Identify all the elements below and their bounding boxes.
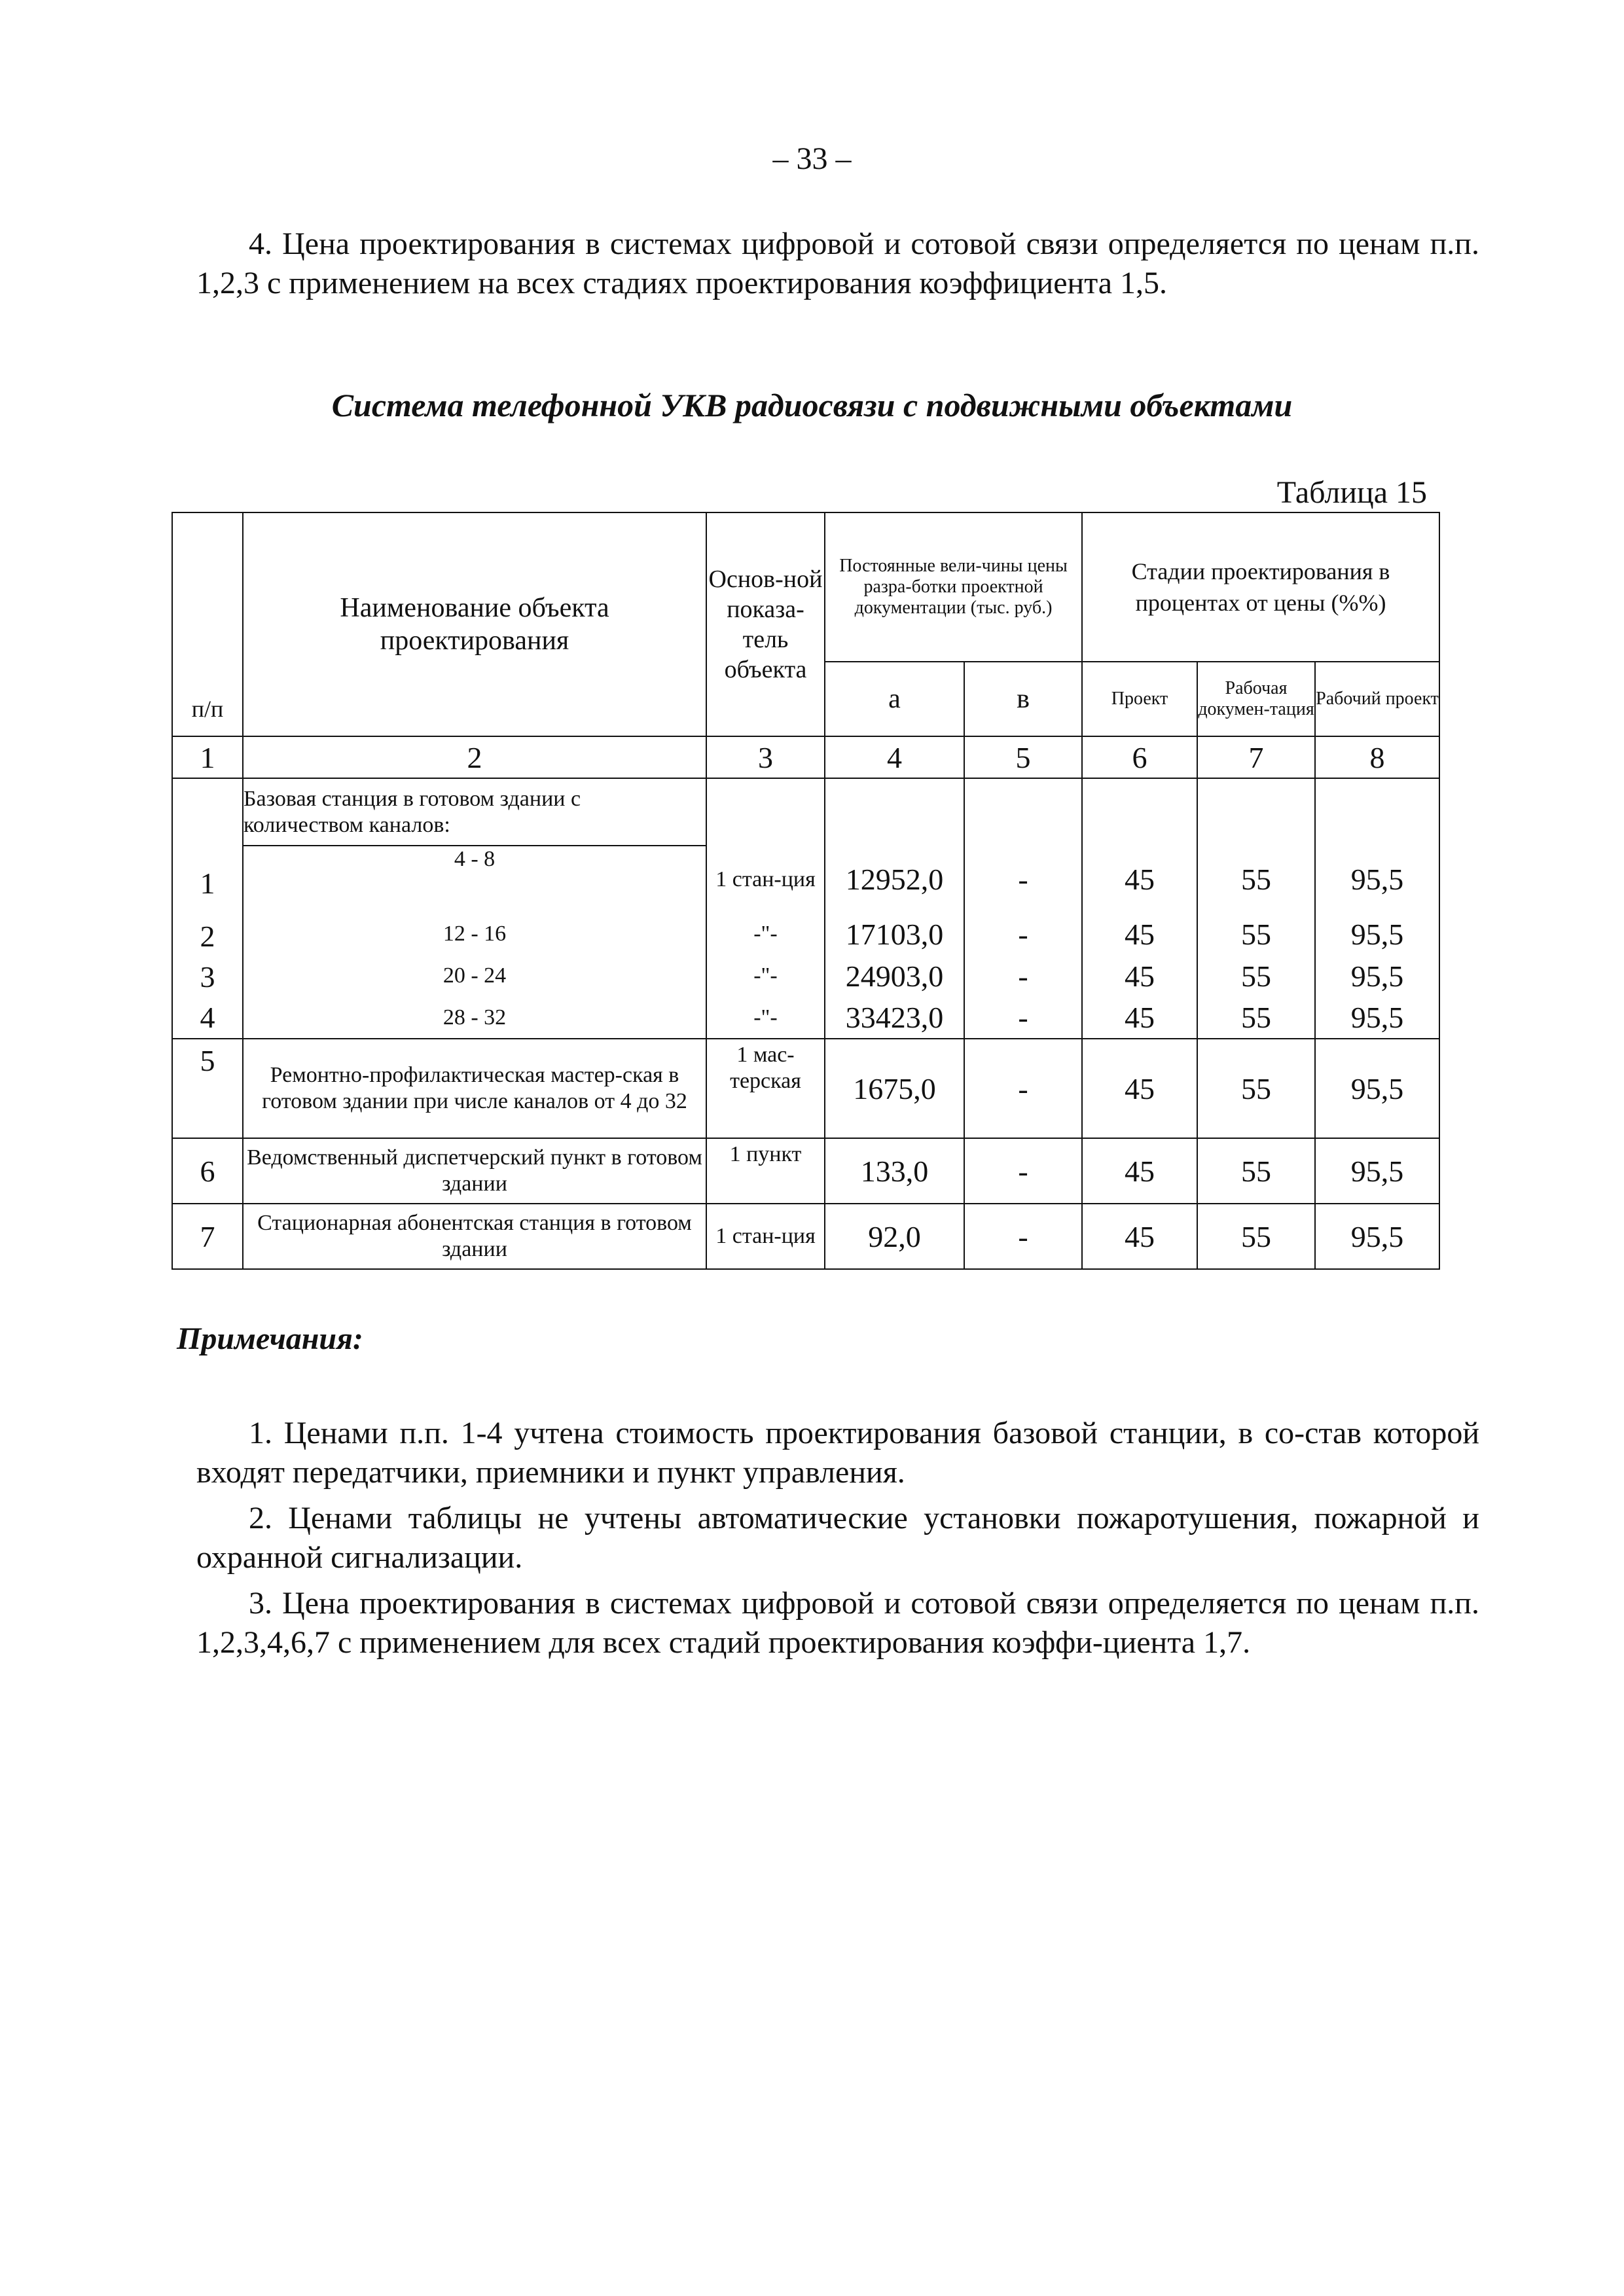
- header-stage-project: Проект: [1082, 662, 1197, 736]
- header-a: а: [825, 662, 964, 736]
- row-stage-work-doc: 55: [1197, 955, 1315, 997]
- row-indicator: -"-: [706, 913, 825, 955]
- row-stage-work-project: 95,5: [1315, 913, 1439, 955]
- table-row: [172, 1204, 1439, 1269]
- row-value-a: 17103,0: [825, 913, 964, 955]
- row-number: 4: [200, 1001, 215, 1034]
- row-stage-work-doc: 55: [1197, 846, 1315, 913]
- row-stage-work-project: 95,5: [1315, 997, 1439, 1039]
- row-stage-work-doc: 55: [1197, 1039, 1315, 1138]
- col-number: 2: [243, 736, 706, 778]
- row-indicator: -"-: [706, 955, 825, 997]
- row-value-b: -: [964, 1204, 1082, 1269]
- row-name: 12 - 16: [243, 913, 706, 955]
- col-number: 3: [706, 736, 825, 778]
- row-value-a: 24903,0: [825, 955, 964, 997]
- table-row: [172, 778, 1439, 846]
- row-numbers-group: [172, 778, 243, 1039]
- page-number: – 33 –: [772, 141, 852, 176]
- row-stage-work-project: 95,5: [1315, 955, 1439, 997]
- row-indicator: 1 мас-терская: [706, 1039, 825, 1138]
- row-number: 2: [200, 920, 215, 953]
- row-stage-work-project: 95,5: [1315, 1138, 1439, 1204]
- header-num: п/п: [172, 512, 243, 736]
- row-value-a: 1675,0: [825, 1039, 964, 1138]
- row-stage-work-project: 95,5: [1315, 1039, 1439, 1138]
- row-value-a: 33423,0: [825, 997, 964, 1039]
- col-number: 1: [172, 736, 243, 778]
- group-label: Базовая станция в готовом здании с количеством каналов:: [243, 778, 706, 846]
- row-stage-work-project: 95,5: [1315, 846, 1439, 913]
- header-row-1: [172, 512, 1439, 662]
- table-row: [172, 846, 1439, 913]
- row-indicator: -"-: [706, 997, 825, 1039]
- header-stages: Стадии проектирования в процентах от цены (%%): [1082, 512, 1439, 662]
- row-number: 1: [200, 867, 215, 900]
- row-stage-project: 45: [1082, 913, 1197, 955]
- row-name: 4 - 8: [243, 846, 706, 913]
- row-value-b: -: [964, 846, 1082, 913]
- row-stage-project: 45: [1082, 1039, 1197, 1138]
- row-number: 6: [172, 1138, 243, 1204]
- row-value-b: -: [964, 997, 1082, 1039]
- note-3: 3. Цена проектирования в системах цифровой и сотовой связи определяется по ценам п.п. 1,2,3,4,6,7 с применением для всех стадий проектирования коэффи-циента 1,7.: [196, 1586, 1479, 1660]
- col-number: 6: [1082, 736, 1197, 778]
- row-stage-work-doc: 55: [1197, 1204, 1315, 1269]
- row-value-a: 12952,0: [825, 846, 964, 913]
- row-stage-project: 45: [1082, 1204, 1197, 1269]
- col-number: 7: [1197, 736, 1315, 778]
- header-stage-work-project: Рабочий проект: [1315, 662, 1439, 736]
- row-name: Ремонтно-профилактическая мастер-ская в готовом здании при числе каналов от 4 до 32: [243, 1039, 706, 1138]
- row-stage-work-project: 95,5: [1315, 1204, 1439, 1269]
- row-indicator: 1 стан-ция: [706, 846, 825, 913]
- header-indicator: Основ-ной показа-тель объекта: [706, 512, 825, 736]
- header-stage-work-doc: Рабочая докумен-тация: [1197, 662, 1315, 736]
- row-value-a: 92,0: [825, 1204, 964, 1269]
- col-number: 5: [964, 736, 1082, 778]
- row-number: 5: [172, 1039, 243, 1138]
- row-name: 20 - 24: [243, 955, 706, 997]
- col-number: 8: [1315, 736, 1439, 778]
- price-table: [171, 512, 1440, 1270]
- section-title: Система телефонной УКВ радиосвязи с подвижными объектами: [331, 387, 1293, 423]
- row-stage-work-doc: 55: [1197, 913, 1315, 955]
- row-number: 3: [200, 960, 215, 994]
- row-value-a: 133,0: [825, 1138, 964, 1204]
- row-name: 28 - 32: [243, 997, 706, 1039]
- row-value-b: -: [964, 955, 1082, 997]
- row-stage-work-doc: 55: [1197, 997, 1315, 1039]
- row-indicator: 1 пункт: [706, 1138, 825, 1204]
- row-stage-work-doc: 55: [1197, 1138, 1315, 1204]
- row-name: Стационарная абонентская станция в готовом здании: [243, 1204, 706, 1269]
- table-caption: Таблица 15: [1276, 475, 1427, 510]
- row-value-b: -: [964, 913, 1082, 955]
- row-stage-project: 45: [1082, 955, 1197, 997]
- row-stage-project: 45: [1082, 997, 1197, 1039]
- intro-paragraph: 4. Цена проектирования в системах цифровой и сотовой связи определяется по ценам п.п. 1,2,3 с применением на всех стадиях проектирования коэффициента 1,5.: [196, 226, 1479, 300]
- row-indicator: 1 стан-ция: [706, 1204, 825, 1269]
- table-row: [172, 1138, 1439, 1204]
- table-row: [172, 955, 1439, 997]
- header-constants: Постоянные вели-чины цены разра-ботки проектной документации (тыс. руб.): [825, 512, 1082, 662]
- notes-title: Примечания:: [177, 1321, 363, 1356]
- table-row: [172, 1039, 1439, 1138]
- col-number: 4: [825, 736, 964, 778]
- header-b: в: [964, 662, 1082, 736]
- note-2: 2. Ценами таблицы не учтены автоматические установки пожаротушения, пожарной и охранной сигнализации.: [196, 1501, 1479, 1575]
- row-stage-project: 45: [1082, 1138, 1197, 1204]
- row-stage-project: 45: [1082, 846, 1197, 913]
- row-value-b: -: [964, 1138, 1082, 1204]
- row-value-b: -: [964, 1039, 1082, 1138]
- header-name: Наименование объекта проектирования: [243, 512, 706, 736]
- row-number: 7: [172, 1204, 243, 1269]
- column-number-row: [172, 736, 1439, 778]
- table-row: [172, 997, 1439, 1039]
- row-name: Ведомственный диспетчерский пункт в готовом здании: [243, 1138, 706, 1204]
- note-1: 1. Ценами п.п. 1-4 учтена стоимость проектирования базовой станции, в со-став которой входят передатчики, приемники и пункт управления.: [196, 1416, 1479, 1490]
- table-row: [172, 913, 1439, 955]
